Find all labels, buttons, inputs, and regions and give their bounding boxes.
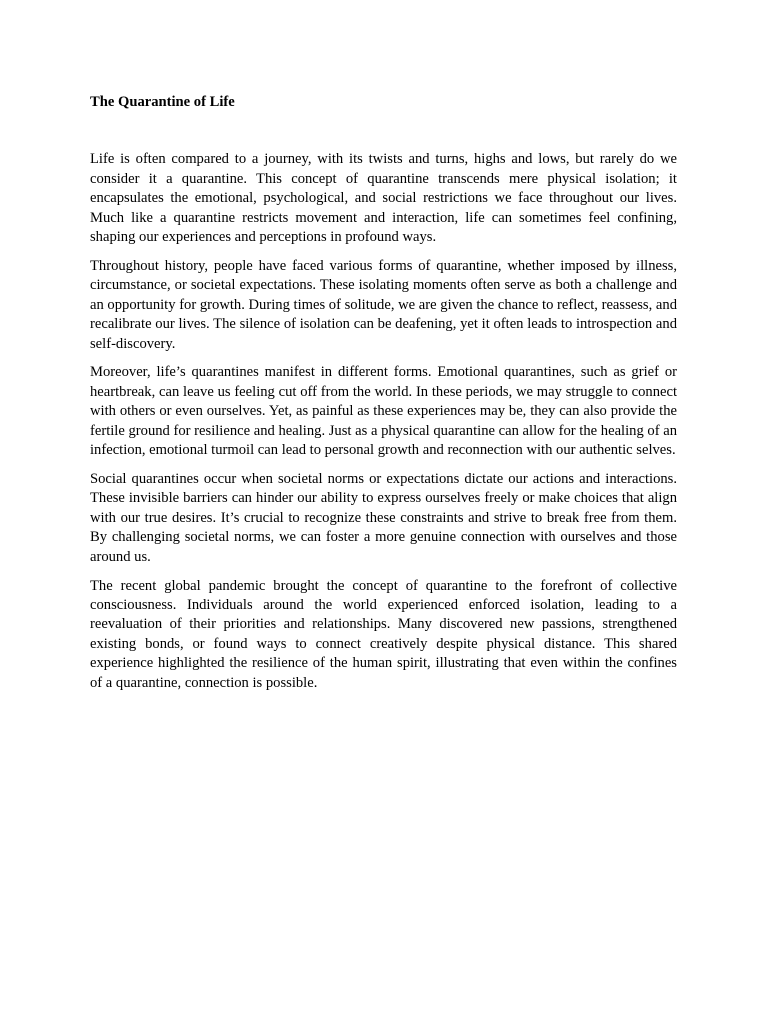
paragraph-4: Social quarantines occur when societal norms or expectations dictate our actions and interactions. These invisible barriers can hinder our ability to express ourselves freely or make choices that align with our true desires. It’s crucial to recognize these constraints and strive to break free from them. By challenging societal norms, we can foster a more genuine connection with ourselves and those around us. [90,471,677,565]
paragraph-1: Life is often compared to a journey, with its twists and turns, highs and lows, but rarely do we consider it a quarantine. This concept of quarantine transcends mere physical isolation; it encapsulates the emotional, psychological, and social restrictions we face throughout our lives. Much like a quarantine restricts movement and interaction, life can sometimes feel confining, shaping our experiences and perceptions in profound ways. [90,151,677,246]
document-title: The Quarantine of Life [90,94,235,110]
paragraph-3: Moreover, life’s quarantines manifest in different forms. Emotional quarantines, such as grief or heartbreak, can leave us feeling cut off from the world. In these periods, we may struggle to connect with others or even ourselves. Yet, as painful as these experiences may be, they can also provide the fertile ground for resilience and healing. Just as a physical quarantine can allow for the healing of an infection, emotional turmoil can lead to personal growth and reconnection with our authentic selves. [90,364,677,459]
paragraph-2: Throughout history, people have faced various forms of quarantine, whether imposed by illness, circumstance, or societal expectations. These isolating moments often serve as both a challenge and an opportunity for growth. During times of solitude, we are given the chance to reflect, reassess, and recalibrate our lives. The silence of isolation can be deafening, yet it often leads to introspection and self-discovery. [90,257,677,352]
document-body [90,93,677,702]
paragraph-5: The recent global pandemic brought the concept of quarantine to the forefront of collective consciousness. Individuals around the world experienced enforced isolation, leading to a reevaluation of their priorities and relationships. Many discovered new passions, strengthened existing bonds, or found ways to connect creatively despite physical distance. This shared experience highlighted the resilience of the human spirit, illustrating that even within the confines of a quarantine, connection is possible. [90,577,677,691]
